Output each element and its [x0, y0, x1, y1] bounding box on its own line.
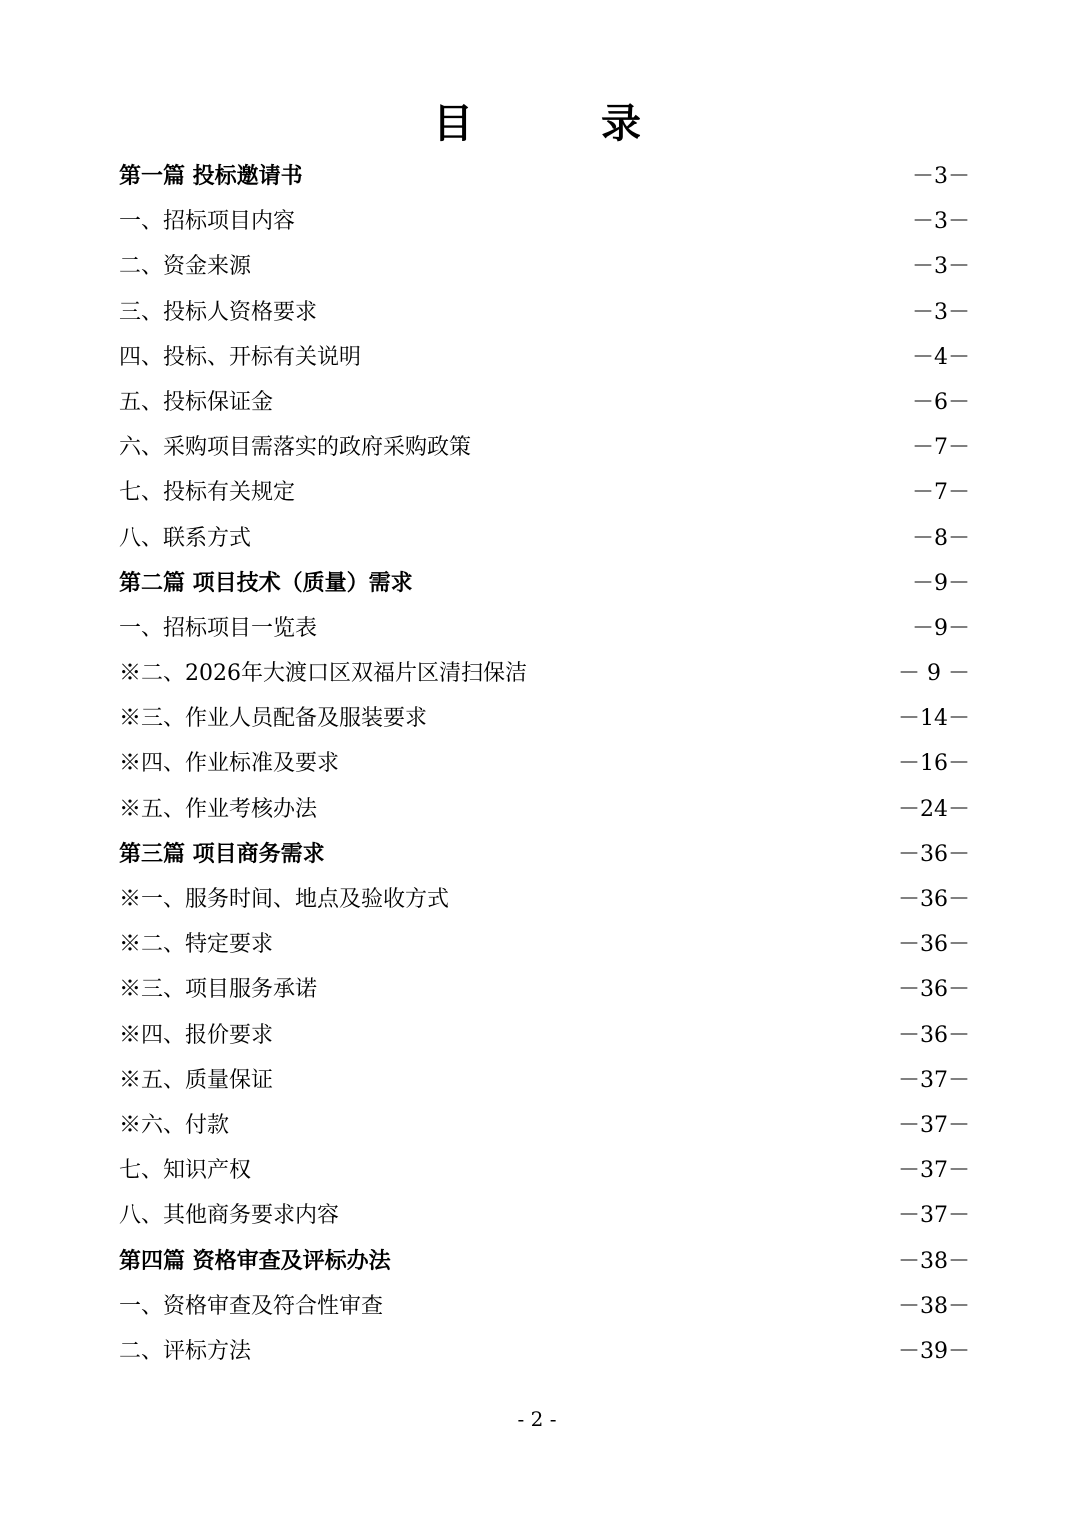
- toc-entry[interactable]: [119, 1193, 970, 1238]
- toc-entry-page: －3－: [912, 254, 970, 280]
- page-number: - 2 -: [517, 1407, 557, 1431]
- toc-entry[interactable]: [119, 787, 970, 832]
- toc-entry[interactable]: [119, 1148, 970, 1193]
- toc-entry[interactable]: [119, 516, 970, 561]
- toc-entry-page: －37－: [898, 1112, 970, 1138]
- toc-entry-label: 四、投标、开标有关说明: [119, 344, 362, 370]
- toc-entry-page: －37－: [898, 1067, 970, 1093]
- toc-entry-label: ※五、作业考核办法: [119, 796, 318, 822]
- toc-entry-page: － 9 －: [898, 661, 970, 687]
- toc-entry-page: －36－: [898, 977, 970, 1003]
- toc-entry-page: －8－: [912, 525, 970, 551]
- toc-entry-label: ※六、付款: [119, 1112, 230, 1138]
- toc-entry-label: ※三、作业人员配备及服装要求: [119, 706, 428, 732]
- toc-entry[interactable]: [119, 606, 970, 651]
- toc-entry-label: ※二、特定要求: [119, 932, 274, 958]
- toc-entry[interactable]: [119, 1239, 970, 1284]
- toc-entry-label: 一、资格审查及符合性审查: [119, 1293, 384, 1319]
- toc-entry-label: ※三、项目服务承诺: [119, 977, 318, 1003]
- toc-entry-page: －37－: [898, 1203, 970, 1229]
- toc-entry-page: －14－: [898, 706, 970, 732]
- toc-entry-label: 一、招标项目一览表: [119, 615, 318, 641]
- toc-entry[interactable]: [119, 651, 970, 696]
- toc-entry[interactable]: [119, 696, 970, 741]
- toc-entry[interactable]: [119, 425, 970, 470]
- toc-entry-page: －36－: [898, 841, 970, 867]
- toc-entry-page: －16－: [898, 751, 970, 777]
- toc-entry-label: 八、其他商务要求内容: [119, 1203, 340, 1229]
- toc-entry[interactable]: [119, 1013, 970, 1058]
- page-title: 目 录: [433, 100, 685, 147]
- toc-entry-page: －3－: [912, 164, 970, 189]
- toc-entry-label: 七、投标有关规定: [119, 480, 296, 506]
- toc-entry-page: －7－: [912, 435, 970, 461]
- toc-entry[interactable]: [119, 470, 970, 515]
- toc-entry-label: 一、招标项目内容: [119, 209, 296, 235]
- toc-entry-page: －3－: [912, 299, 970, 325]
- toc-entry[interactable]: [119, 1329, 970, 1374]
- toc-entry[interactable]: [119, 561, 970, 606]
- toc-entry-label: 第一篇 投标邀请书: [119, 163, 303, 189]
- toc-entry[interactable]: [119, 922, 970, 967]
- toc-entry[interactable]: [119, 967, 970, 1012]
- toc-entry[interactable]: [119, 199, 970, 244]
- toc-entry[interactable]: [119, 1058, 970, 1103]
- toc-entry-page: －24－: [898, 796, 970, 822]
- toc-entry-page: －9－: [912, 570, 970, 596]
- toc-entry[interactable]: [119, 832, 970, 877]
- toc-entry-page: －38－: [898, 1248, 970, 1274]
- toc-entry[interactable]: [119, 380, 970, 425]
- toc-entry[interactable]: [119, 244, 970, 289]
- toc-entry-label: 第二篇 项目技术（质量）需求: [119, 569, 413, 596]
- toc-entry-label: ※四、报价要求: [119, 1022, 274, 1048]
- toc-entry-page: －6－: [912, 389, 970, 415]
- toc-entry-label: 八、联系方式: [119, 525, 252, 551]
- toc-entry[interactable]: [119, 877, 970, 922]
- toc-entry[interactable]: [119, 1103, 970, 1148]
- toc-entry-label: 二、资金来源: [119, 254, 252, 280]
- toc-entry[interactable]: [119, 290, 970, 335]
- toc-entry-label: 二、评标方法: [119, 1338, 252, 1364]
- table-of-contents: [119, 154, 970, 1374]
- toc-entry[interactable]: [119, 335, 970, 380]
- toc-entry-page: －3－: [912, 209, 970, 235]
- toc-entry-page: －36－: [898, 887, 970, 912]
- toc-entry-label: 第三篇 项目商务需求: [119, 840, 325, 867]
- toc-entry-page: －37－: [898, 1158, 970, 1184]
- toc-entry-page: －39－: [898, 1338, 970, 1364]
- toc-entry-label: ※四、作业标准及要求: [119, 751, 340, 777]
- toc-entry-label: 三、投标人资格要求: [119, 299, 318, 325]
- toc-entry-label: 第四篇 资格审查及评标办法: [119, 1247, 391, 1274]
- toc-entry[interactable]: [119, 154, 970, 199]
- toc-entry-page: －36－: [898, 1022, 970, 1048]
- toc-entry[interactable]: [119, 741, 970, 786]
- toc-entry-label: 七、知识产权: [119, 1158, 252, 1184]
- toc-entry-page: －36－: [898, 932, 970, 958]
- toc-entry-page: －9－: [912, 615, 970, 641]
- toc-entry-label: ※一、服务时间、地点及验收方式: [119, 887, 450, 912]
- toc-entry-label: 六、采购项目需落实的政府采购政策: [119, 435, 472, 461]
- toc-entry-label: 五、投标保证金: [119, 389, 274, 415]
- toc-entry-page: －38－: [898, 1293, 970, 1319]
- toc-entry[interactable]: [119, 1284, 970, 1329]
- toc-entry-label: ※五、质量保证: [119, 1067, 274, 1093]
- toc-entry-label: ※二、2026年大渡口区双福片区清扫保洁: [119, 661, 527, 687]
- toc-entry-page: －4－: [912, 344, 970, 370]
- toc-entry-page: －7－: [912, 480, 970, 506]
